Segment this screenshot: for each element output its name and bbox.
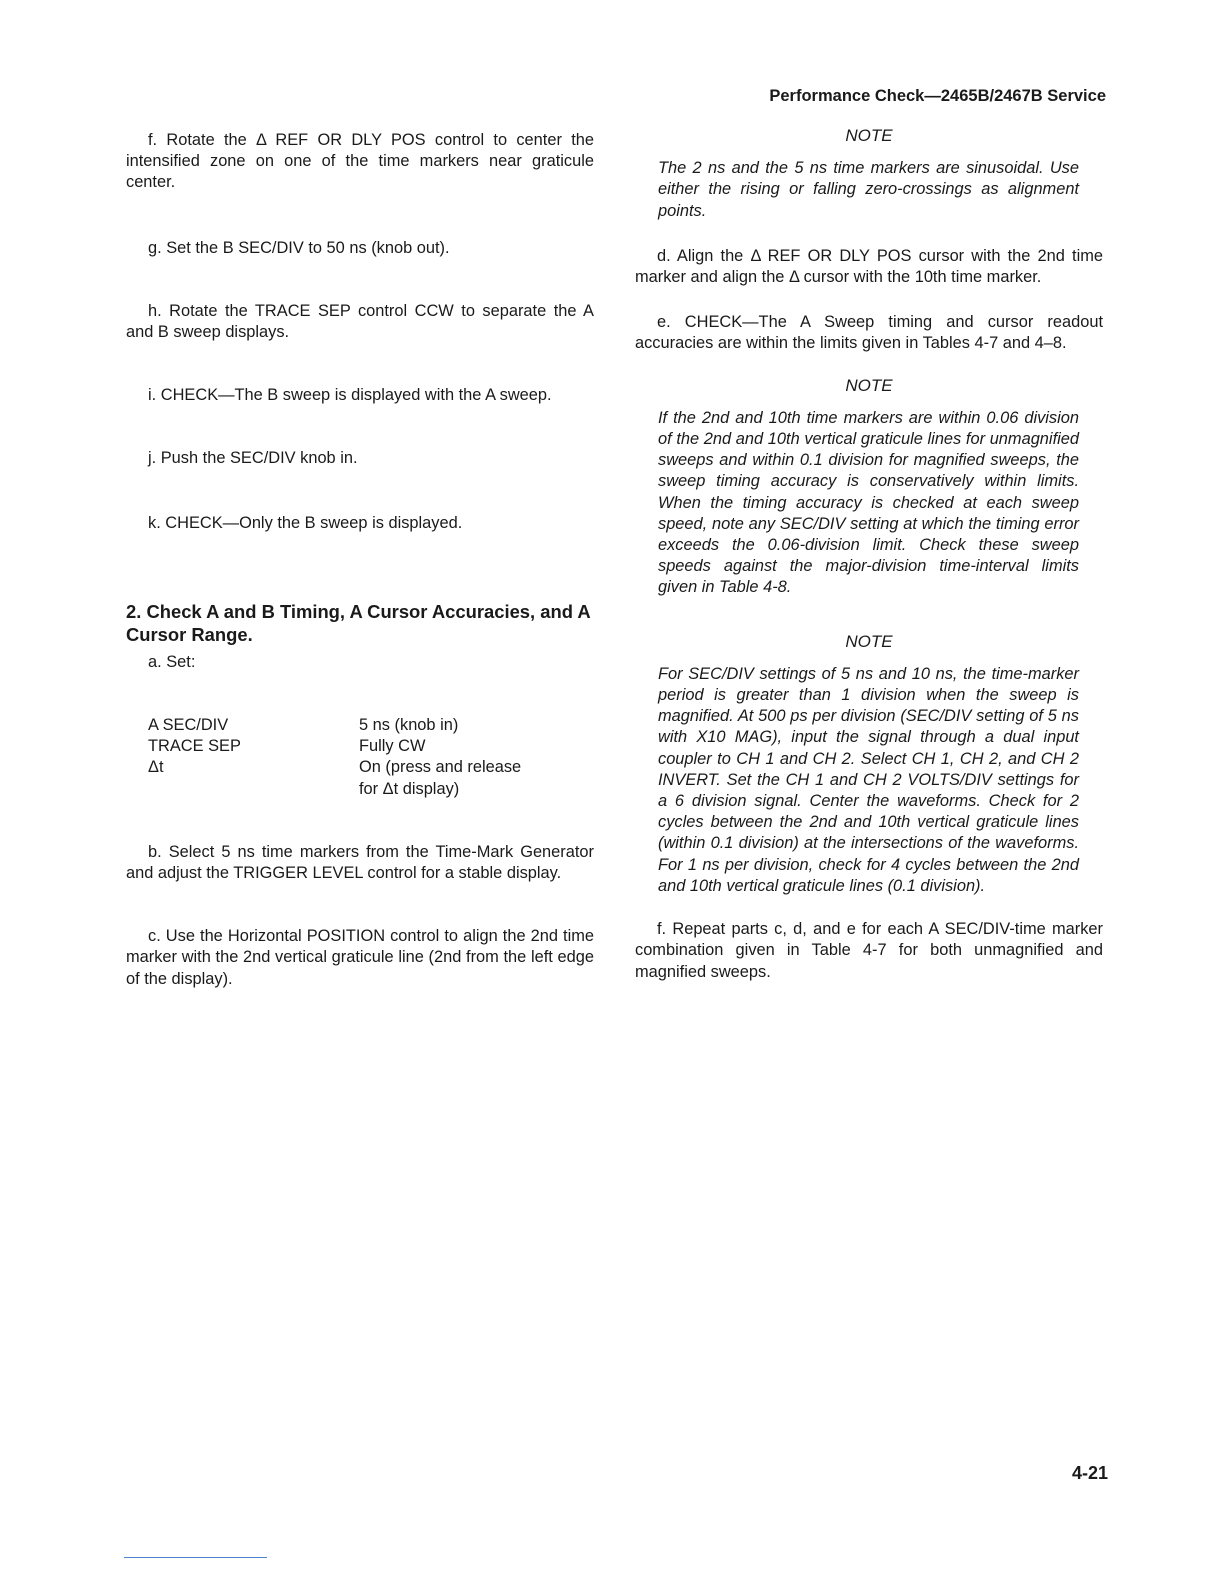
step-i-check-b-sweep: i. CHECK—The B sweep is displayed with the A sweep.: [148, 386, 552, 405]
note-heading: NOTE: [845, 631, 893, 651]
note-heading: NOTE: [845, 375, 893, 395]
running-header: Performance Check—2465B/2467B Service: [769, 87, 1106, 105]
note-text: The 2 ns and the 5 ns time markers are sinusoidal. Use either the rising or falling zero-crossings as alignment points.: [658, 159, 1079, 220]
page-number: 4-21: [1071, 1463, 1108, 1483]
step-d-align-cursors: d. Align the Δ REF OR DLY POS cursor with the 2nd time marker and align the Δ cursor with the 10th time marker.: [635, 246, 1103, 287]
settings-row: [148, 715, 521, 736]
step-f-rotate-ref: f. Rotate the Δ REF OR DLY POS control to center the intensified zone on one of the time markers near graticule center.: [126, 131, 594, 192]
step-g-set-b-secdiv: g. Set the B SEC/DIV to 50 ns (knob out).: [148, 238, 450, 257]
step-a-set: a. Set:: [148, 652, 196, 671]
step-c-horizontal-position: c. Use the Horizontal POSITION control to align the 2nd time marker with the 2nd vertical graticule line (2nd from the left edge of the display).: [126, 927, 594, 988]
setting-value-line: for Δt display): [359, 779, 460, 798]
note-text: For SEC/DIV settings of 5 ns and 10 ns, the time-marker period is greater than 1 division when the sweep is magnified. At 500 ps per division (SEC/DIV setting of 5 ns with X10 MAG), input the signal through a dual input coupler to CH 1 and CH 2. Select CH 1, CH 2, and CH 2 INVERT. Set the CH 1 and CH 2 VOLTS/DIV settings for a 6 division signal. Center the waveforms. Check for 2 cycles between the 2nd and 10th vertical graticule lines (within 0.1 division) at the intersections of the waveforms. For 1 ns per division, check for 4 cycles between the 2nd and 10th vertical graticule lines (0.1 division).: [658, 664, 1079, 895]
setting-value: [359, 757, 521, 799]
settings-row: [148, 736, 521, 757]
setting-label: Δt: [148, 758, 164, 777]
setting-value-line: On (press and release: [359, 758, 522, 777]
settings-row: [148, 757, 521, 799]
step-h-trace-sep: h. Rotate the TRACE SEP control CCW to separate the A and B sweep displays.: [126, 301, 594, 342]
setting-value: 5 ns (knob in): [359, 716, 459, 735]
setting-label: A SEC/DIV: [148, 716, 229, 735]
settings-table: [148, 715, 521, 800]
section-heading: 2. Check A and B Timing, A Cursor Accuracies, and A Cursor Range.: [126, 600, 590, 645]
left-column: [126, 130, 594, 990]
right-column: [635, 125, 1103, 983]
setting-value: Fully CW: [359, 737, 426, 756]
setting-label: TRACE SEP: [148, 737, 241, 756]
step-b-select-markers: b. Select 5 ns time markers from the Time-Mark Generator and adjust the TRIGGER LEVEL control for a stable display.: [126, 842, 594, 883]
note-heading: NOTE: [845, 126, 893, 145]
note-text: If the 2nd and 10th time markers are within 0.06 division of the 2nd and 10th vertical graticule lines for unmagnified sweeps and within 0.1 division for magnified sweeps, the sweep timing accuracy is conservatively within limits. When the timing accuracy is checked at each sweep speed, note any SEC/DIV setting at which the timing error exceeds the 0.06-division limit. Check these sweep speeds against the major-division time-interval limits given in Table 4-8.: [658, 408, 1079, 597]
step-k-check-only-b: k. CHECK—Only the B sweep is displayed.: [148, 513, 463, 532]
footer-rule: [124, 1557, 267, 1558]
step-f-repeat-parts: f. Repeat parts c, d, and e for each A SEC/DIV-time marker combination given in Table 4-7 for both unmagnified and magnified sweeps.: [635, 920, 1103, 981]
step-e-check-accuracy: e. CHECK—The A Sweep timing and cursor readout accuracies are within the limits given in Tables 4-7 and 4–8.: [635, 313, 1103, 353]
step-j-push-knob: j. Push the SEC/DIV knob in.: [148, 449, 358, 468]
